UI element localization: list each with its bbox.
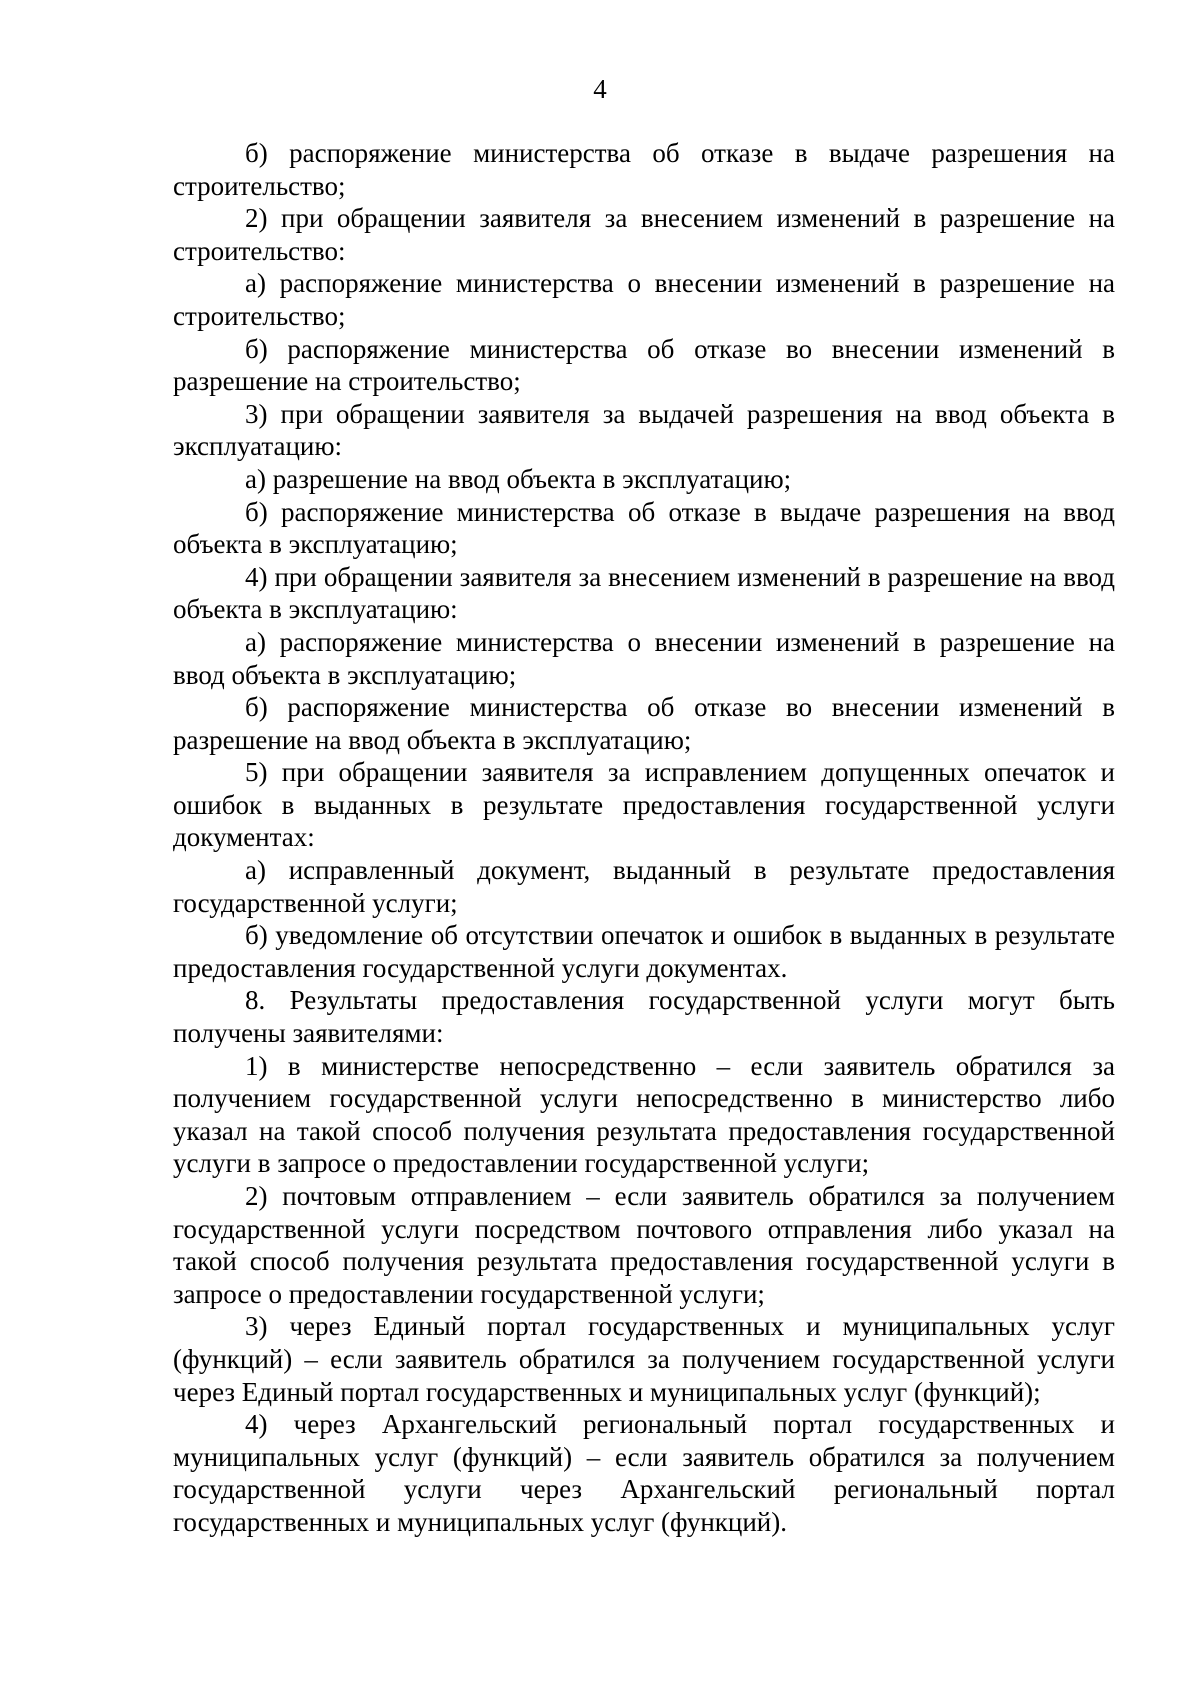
- paragraph: 3) через Единый портал государственных и муниципальных услуг (функций) – если заявитель обратился за получением государственной услуги через Единый портал государственных и муниципальных услуг (функций);: [173, 1311, 1115, 1407]
- paragraph: 4) через Архангельский региональный портал государственных и муниципальных услуг (функций) – если заявитель обратился за получением государственной услуги через Архангельский региональный портал государственных и муниципальных услуг (функций).: [173, 1409, 1115, 1537]
- paragraph: 4) при обращении заявителя за внесением изменений в разрешение на ввод объекта в эксплуатацию:: [173, 561, 1115, 625]
- paragraph: б) распоряжение министерства об отказе во внесении изменений в разрешение на строительство;: [173, 333, 1115, 397]
- paragraph: 2) почтовым отправлением – если заявитель обратился за получением государственной услуги посредством почтового отправления либо указал на такой способ получения результата предоставления государственной услуги в запросе о предоставлении государственной услуги;: [173, 1181, 1115, 1309]
- paragraph: а) распоряжение министерства о внесении изменений в разрешение на строительство;: [173, 268, 1115, 331]
- paragraph: б) распоряжение министерства об отказе в выдаче разрешения на строительство;: [173, 138, 1115, 201]
- paragraph: б) распоряжение министерства об отказе во внесении изменений в разрешение на ввод объекта в эксплуатацию;: [173, 692, 1115, 755]
- paragraph: а) исправленный документ, выданный в результате предоставления государственной услуги;: [173, 855, 1115, 918]
- paragraph: 3) при обращении заявителя за выдачей разрешения на ввод объекта в эксплуатацию:: [173, 398, 1115, 462]
- paragraph: 8. Результаты предоставления государственной услуги могут быть получены заявителями:: [173, 985, 1115, 1049]
- paragraph: 1) в министерстве непосредственно – если заявитель обратился за получением государственной услуги непосредственно в министерство либо указал на такой способ получения результата предоставления государственной услуги в запросе о предоставлении государственной услуги;: [173, 1050, 1115, 1179]
- paragraph: б) распоряжение министерства об отказе в выдаче разрешения на ввод объекта в эксплуатацию;: [173, 496, 1115, 560]
- paragraph: а) разрешение на ввод объекта в эксплуатацию;: [245, 463, 792, 494]
- paragraph: 5) при обращении заявителя за исправлением допущенных опечаток и ошибок в выданных в результате предоставления государственной услуги документах:: [173, 757, 1115, 853]
- document-body: [173, 137, 1115, 1539]
- paragraph: б) уведомление об отсутствии опечаток и ошибок в выданных в результате предоставления государственной услуги документах.: [173, 920, 1115, 983]
- paragraph: а) распоряжение министерства о внесении изменений в разрешение на ввод объекта в эксплуатацию;: [173, 626, 1115, 690]
- paragraph: 2) при обращении заявителя за внесением изменений в разрешение на строительство:: [173, 203, 1115, 266]
- page-number: 4: [593, 74, 607, 104]
